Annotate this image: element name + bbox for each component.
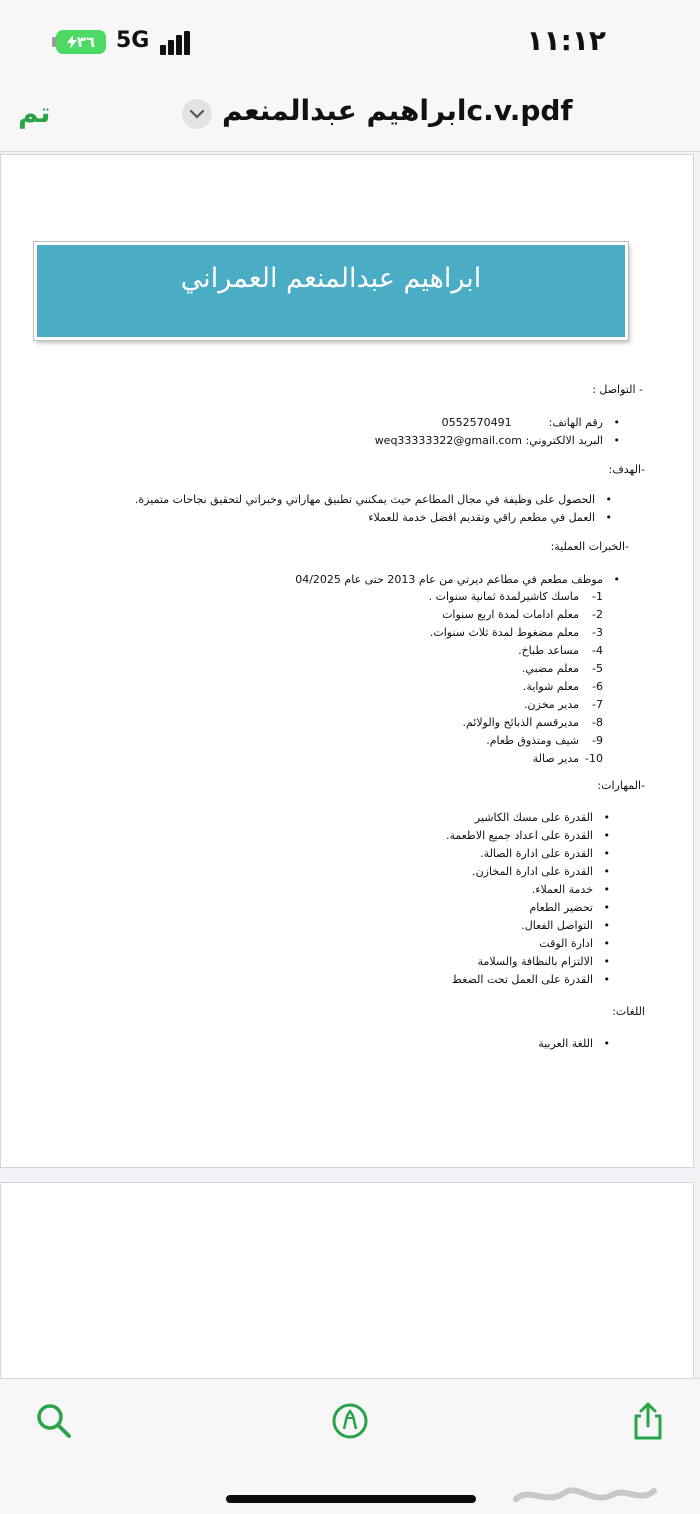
battery-level: ٣٦: [76, 33, 96, 51]
network-type: 5G: [116, 28, 150, 53]
status-time: ١١:١٢: [526, 24, 606, 57]
haraj-watermark-logo: [508, 1475, 658, 1514]
experience-item: 3-معلم مضغوط لمدة ثلاث سنوات.: [429, 626, 603, 639]
chevron-down-icon: [190, 110, 204, 119]
document-title: ابراهيم عبدالمنعمc.v.pdf: [222, 94, 573, 127]
skill-item: • تحضير الطعام: [446, 899, 593, 917]
experience-item: 7-مدير مخزن.: [524, 698, 603, 711]
contact-heading: - التواصل :: [592, 383, 643, 396]
markup-button[interactable]: [330, 1401, 370, 1441]
pdf-page-1: [0, 154, 694, 1168]
experience-item: 1-ماسك كاشيرلمدة ثمانية سنوات .: [428, 590, 603, 603]
experience-intro-text: • موظف مطعم في مطاعم ديرتي من عام 2013 حتى عام 04/2025: [295, 571, 603, 589]
experience-list: [429, 588, 603, 768]
bottom-toolbar: [0, 1378, 700, 1514]
status-bar: [0, 0, 700, 80]
languages-heading: اللغات:: [612, 1005, 645, 1018]
battery-indicator: [56, 30, 106, 54]
skill-item: • التواصل الفعال.: [446, 917, 593, 935]
email-value: weq33333322@gmail.com: [374, 434, 522, 447]
skill-item: • خدمة العملاء.: [446, 881, 593, 899]
email-label: البريد الالكتروني:: [525, 434, 603, 447]
goal-list: [135, 491, 595, 527]
experience-item: 8-مديرقسم الذبائح والولائم.: [462, 716, 603, 729]
experience-heading: -الخبرات العملية:: [550, 540, 629, 553]
home-indicator: [226, 1495, 476, 1503]
skill-item: • القدرة على العمل تحت الضغط: [446, 971, 593, 989]
share-button[interactable]: [628, 1401, 668, 1441]
experience-item: 2-معلم ادامات لمدة اربع سنوات: [442, 608, 603, 621]
experience-item: 10-مدير صالة: [532, 752, 603, 765]
phone-value: 0552570491: [441, 416, 512, 429]
goal-item: • العمل في مطعم راقي وتقديم افضل خدمة للعملاء: [135, 509, 595, 527]
languages-list: [538, 1035, 593, 1053]
skill-item: • القدرة على مسك الكاشير: [446, 809, 593, 827]
contact-list: [375, 414, 603, 450]
phone-row: [375, 414, 603, 432]
navigation-bar: [0, 80, 700, 152]
language-item: • اللغة العربية: [538, 1035, 593, 1053]
share-icon: [628, 1401, 668, 1441]
experience-item: 5-معلم مضبي.: [521, 662, 603, 675]
resume-name: ابراهيم عبدالمنعم العمراني: [180, 263, 482, 294]
email-row: [375, 432, 603, 450]
markup-pen-icon: [330, 1401, 370, 1441]
goal-heading: -الهدف:: [608, 463, 645, 476]
name-banner: [34, 242, 628, 340]
goal-item: • الحصول على وظيفة في مجال المطاعم حيث يمكنني تطبيق مهاراتي وخبراتي لتحقيق نجاحات متميزة.: [135, 491, 595, 509]
skill-item: • القدرة على ادارة المخازن.: [446, 863, 593, 881]
phone-label: رقم الهاتف:: [548, 416, 603, 429]
skill-item: • القدرة على ادارة الصالة.: [446, 845, 593, 863]
skill-item: • الالتزام بالنظافة والسلامة: [446, 953, 593, 971]
experience-item: 4-مساعد طباخ.: [518, 644, 603, 657]
experience-item: 6-معلم شواية.: [522, 680, 603, 693]
title-menu-button[interactable]: [182, 99, 212, 129]
skill-item: • ادارة الوقت: [446, 935, 593, 953]
search-button[interactable]: [34, 1401, 74, 1441]
done-button[interactable]: تم: [18, 96, 51, 129]
search-icon: [34, 1401, 74, 1441]
experience-item: 9-شيف ومتذوق طعام.: [486, 734, 603, 747]
signal-bars-icon: [160, 31, 198, 55]
skills-heading: -المهارات:: [597, 779, 645, 792]
skill-item: • القدرة على اعداد جميع الاطعمة.: [446, 827, 593, 845]
experience-intro: [295, 571, 603, 589]
charging-bolt-icon: [67, 35, 77, 49]
skills-list: [446, 809, 593, 989]
